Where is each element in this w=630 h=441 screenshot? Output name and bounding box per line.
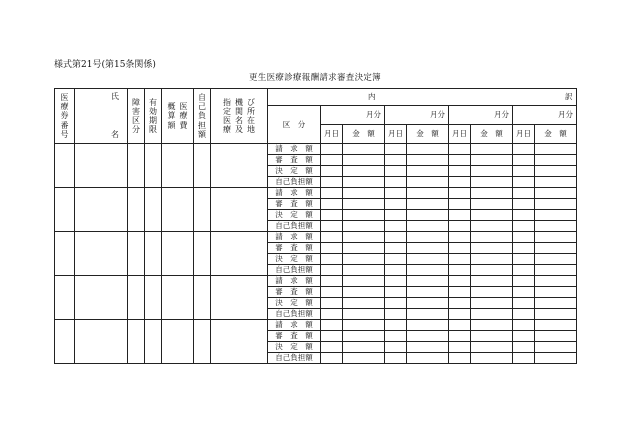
amount-cell[interactable] (471, 144, 513, 155)
amount-header: 金 額 (407, 125, 449, 144)
day-cell[interactable] (321, 265, 343, 276)
row-category-label: 決 定 額 (268, 166, 321, 177)
amount-cell[interactable] (407, 155, 449, 166)
day-cell[interactable] (385, 265, 407, 276)
row-category-label: 審 査 額 (268, 287, 321, 298)
amount-cell[interactable] (407, 144, 449, 155)
amount-cell[interactable] (407, 221, 449, 232)
entry-cell[interactable] (194, 188, 211, 232)
amount-cell[interactable] (471, 265, 513, 276)
day-cell[interactable] (513, 232, 535, 243)
amount-cell[interactable] (407, 243, 449, 254)
entry-cell[interactable] (194, 144, 211, 188)
amount-cell[interactable] (407, 320, 449, 331)
amount-cell[interactable] (407, 177, 449, 188)
day-cell[interactable] (513, 342, 535, 353)
day-header: 月日 (513, 125, 535, 144)
amount-cell[interactable] (407, 276, 449, 287)
entry-cell[interactable] (145, 276, 162, 320)
day-cell[interactable] (385, 309, 407, 320)
header-medical-estimate (162, 89, 194, 144)
row-category-label: 請 求 額 (268, 188, 321, 199)
day-cell[interactable] (513, 276, 535, 287)
amount-cell[interactable] (535, 298, 577, 309)
day-cell[interactable] (321, 298, 343, 309)
amount-cell[interactable] (343, 210, 385, 221)
day-cell[interactable] (449, 320, 471, 331)
amount-cell[interactable] (535, 221, 577, 232)
row-category-label: 自己負担額 (268, 221, 321, 232)
day-cell[interactable] (449, 243, 471, 254)
amount-cell[interactable] (343, 166, 385, 177)
disability-category-label: 障 害 区 分 (132, 97, 140, 135)
amount-cell[interactable] (471, 320, 513, 331)
row-category-label: 請 求 額 (268, 144, 321, 155)
form-number-label: 様式第21号(第15条関係) (54, 60, 156, 70)
day-cell[interactable] (449, 177, 471, 188)
day-cell[interactable] (385, 199, 407, 210)
day-cell[interactable] (385, 254, 407, 265)
entry-cell[interactable] (211, 188, 268, 232)
day-cell[interactable] (385, 221, 407, 232)
day-cell[interactable] (321, 155, 343, 166)
institution-label-column: 指 定 医 療 (223, 97, 231, 135)
day-cell[interactable] (385, 287, 407, 298)
header-disability-category (128, 89, 145, 144)
amount-cell[interactable] (535, 320, 577, 331)
month-header: 月分 (321, 106, 385, 125)
day-cell[interactable] (513, 309, 535, 320)
day-cell[interactable] (513, 265, 535, 276)
amount-cell[interactable] (343, 320, 385, 331)
row-category-label: 自己負担額 (268, 353, 321, 364)
row-category-label: 決 定 額 (268, 298, 321, 309)
amount-cell[interactable] (471, 276, 513, 287)
amount-cell[interactable] (535, 188, 577, 199)
day-cell[interactable] (449, 232, 471, 243)
amount-cell[interactable] (343, 342, 385, 353)
amount-cell[interactable] (407, 287, 449, 298)
entry-cell[interactable] (128, 320, 145, 364)
row-category-label: 請 求 額 (268, 276, 321, 287)
day-cell[interactable] (385, 177, 407, 188)
amount-cell[interactable] (535, 287, 577, 298)
amount-cell[interactable] (471, 177, 513, 188)
day-cell[interactable] (321, 144, 343, 155)
header-category: 区 分 (268, 106, 321, 144)
entry-cell[interactable] (145, 320, 162, 364)
entry-cell[interactable] (162, 276, 194, 320)
amount-cell[interactable] (535, 265, 577, 276)
day-cell[interactable] (449, 331, 471, 342)
amount-cell[interactable] (471, 155, 513, 166)
header-ticket-number (55, 89, 75, 144)
amount-cell[interactable] (471, 210, 513, 221)
entry-cell[interactable] (128, 144, 145, 188)
medical-estimate-label-right: 概 算 額 (167, 102, 176, 130)
ticket-number-label: 医 療 券 番 号 (60, 93, 69, 139)
day-cell[interactable] (513, 320, 535, 331)
amount-cell[interactable] (343, 254, 385, 265)
header-name: 氏 名 (75, 89, 128, 144)
row-category-label: 審 査 額 (268, 155, 321, 166)
amount-cell[interactable] (343, 243, 385, 254)
day-cell[interactable] (321, 309, 343, 320)
entry-cell[interactable] (211, 320, 268, 364)
entry-cell[interactable] (162, 232, 194, 276)
day-cell[interactable] (321, 221, 343, 232)
day-cell[interactable] (449, 287, 471, 298)
day-cell[interactable] (513, 331, 535, 342)
entry-cell[interactable] (162, 144, 194, 188)
amount-cell[interactable] (471, 243, 513, 254)
day-cell[interactable] (513, 144, 535, 155)
entry-cell[interactable] (145, 232, 162, 276)
day-cell[interactable] (385, 232, 407, 243)
entry-cell[interactable] (194, 276, 211, 320)
day-cell[interactable] (513, 298, 535, 309)
entry-cell[interactable] (145, 144, 162, 188)
amount-cell[interactable] (535, 276, 577, 287)
amount-cell[interactable] (535, 353, 577, 364)
entry-cell[interactable] (75, 188, 128, 232)
amount-cell[interactable] (471, 342, 513, 353)
amount-cell[interactable] (535, 254, 577, 265)
row-category-label: 審 査 額 (268, 243, 321, 254)
day-cell[interactable] (385, 298, 407, 309)
day-cell[interactable] (449, 265, 471, 276)
institution-label-column: び 所 在 地 (247, 97, 255, 135)
amount-cell[interactable] (471, 298, 513, 309)
day-cell[interactable] (449, 353, 471, 364)
day-cell[interactable] (385, 276, 407, 287)
day-cell[interactable] (321, 210, 343, 221)
amount-cell[interactable] (407, 254, 449, 265)
amount-cell[interactable] (471, 331, 513, 342)
day-cell[interactable] (321, 320, 343, 331)
day-cell[interactable] (321, 342, 343, 353)
row-category-label: 決 定 額 (268, 254, 321, 265)
amount-cell[interactable] (471, 254, 513, 265)
amount-cell[interactable] (407, 309, 449, 320)
table-row (55, 320, 577, 331)
day-cell[interactable] (449, 210, 471, 221)
amount-cell[interactable] (407, 166, 449, 177)
amount-cell[interactable] (343, 199, 385, 210)
day-cell[interactable] (385, 320, 407, 331)
day-cell[interactable] (449, 298, 471, 309)
entry-cell[interactable] (128, 232, 145, 276)
amount-cell[interactable] (535, 166, 577, 177)
table-row (55, 144, 577, 155)
entry-cell[interactable] (75, 232, 128, 276)
day-cell[interactable] (449, 166, 471, 177)
amount-cell[interactable] (535, 210, 577, 221)
entry-cell[interactable] (162, 188, 194, 232)
day-cell[interactable] (385, 243, 407, 254)
amount-cell[interactable] (535, 144, 577, 155)
institution-label-column: 機 関 名 及 (235, 97, 243, 135)
row-category-label: 審 査 額 (268, 199, 321, 210)
header-breakdown: 内 訳 (268, 89, 577, 106)
day-cell[interactable] (513, 287, 535, 298)
entry-cell[interactable] (55, 188, 75, 232)
amount-cell[interactable] (343, 265, 385, 276)
row-category-label: 自己負担額 (268, 309, 321, 320)
amount-cell[interactable] (535, 331, 577, 342)
amount-cell[interactable] (471, 353, 513, 364)
day-cell[interactable] (321, 166, 343, 177)
day-cell[interactable] (513, 243, 535, 254)
amount-cell[interactable] (407, 210, 449, 221)
amount-cell[interactable] (343, 309, 385, 320)
day-cell[interactable] (385, 155, 407, 166)
entry-cell[interactable] (55, 276, 75, 320)
row-category-label: 自己負担額 (268, 265, 321, 276)
amount-cell[interactable] (343, 188, 385, 199)
row-category-label: 決 定 額 (268, 210, 321, 221)
amount-cell[interactable] (471, 199, 513, 210)
row-category-label: 自己負担額 (268, 177, 321, 188)
entry-cell[interactable] (75, 320, 128, 364)
amount-cell[interactable] (343, 331, 385, 342)
amount-cell[interactable] (343, 298, 385, 309)
day-cell[interactable] (385, 188, 407, 199)
month-header: 月分 (449, 106, 513, 125)
day-cell[interactable] (449, 276, 471, 287)
day-cell[interactable] (321, 177, 343, 188)
day-header: 月日 (321, 125, 343, 144)
amount-header: 金 額 (535, 125, 577, 144)
day-cell[interactable] (449, 221, 471, 232)
entry-cell[interactable] (75, 144, 128, 188)
day-cell[interactable] (321, 287, 343, 298)
day-cell[interactable] (321, 199, 343, 210)
day-cell[interactable] (449, 254, 471, 265)
entry-cell[interactable] (128, 276, 145, 320)
entry-cell[interactable] (145, 188, 162, 232)
amount-cell[interactable] (535, 342, 577, 353)
day-cell[interactable] (449, 309, 471, 320)
amount-header: 金 額 (343, 125, 385, 144)
day-cell[interactable] (513, 155, 535, 166)
amount-cell[interactable] (343, 276, 385, 287)
amount-cell[interactable] (407, 331, 449, 342)
amount-cell[interactable] (343, 177, 385, 188)
amount-cell[interactable] (407, 353, 449, 364)
day-cell[interactable] (385, 353, 407, 364)
header-validity-period (145, 89, 162, 144)
day-cell[interactable] (449, 199, 471, 210)
day-cell[interactable] (449, 342, 471, 353)
day-header: 月日 (385, 125, 407, 144)
amount-cell[interactable] (535, 243, 577, 254)
amount-cell[interactable] (407, 298, 449, 309)
amount-cell[interactable] (471, 221, 513, 232)
amount-cell[interactable] (535, 309, 577, 320)
header-designated-institution (211, 89, 268, 144)
month-header: 月分 (513, 106, 577, 125)
amount-cell[interactable] (471, 287, 513, 298)
table-row (55, 276, 577, 287)
day-cell[interactable] (449, 144, 471, 155)
medical-estimate-label-left: 医 療 費 (179, 102, 188, 130)
amount-cell[interactable] (343, 353, 385, 364)
table-row (55, 232, 577, 243)
amount-cell[interactable] (407, 199, 449, 210)
amount-cell[interactable] (407, 188, 449, 199)
day-header: 月日 (449, 125, 471, 144)
amount-cell[interactable] (407, 265, 449, 276)
entry-cell[interactable] (162, 320, 194, 364)
entry-cell[interactable] (194, 320, 211, 364)
amount-cell[interactable] (535, 199, 577, 210)
row-category-label: 請 求 額 (268, 320, 321, 331)
self-pay-label: 自 己 負 担 額 (198, 93, 206, 139)
month-header: 月分 (385, 106, 449, 125)
table-row (55, 188, 577, 199)
day-cell[interactable] (321, 331, 343, 342)
day-cell[interactable] (513, 221, 535, 232)
row-category-label: 審 査 額 (268, 331, 321, 342)
row-category-label: 決 定 額 (268, 342, 321, 353)
amount-cell[interactable] (407, 232, 449, 243)
day-cell[interactable] (321, 254, 343, 265)
entry-cell[interactable] (211, 232, 268, 276)
amount-cell[interactable] (471, 232, 513, 243)
entry-cell[interactable] (211, 144, 268, 188)
entry-cell[interactable] (75, 276, 128, 320)
amount-cell[interactable] (471, 166, 513, 177)
amount-cell[interactable] (343, 221, 385, 232)
amount-cell[interactable] (535, 232, 577, 243)
day-cell[interactable] (513, 353, 535, 364)
day-cell[interactable] (385, 210, 407, 221)
amount-cell[interactable] (535, 177, 577, 188)
day-cell[interactable] (449, 188, 471, 199)
day-cell[interactable] (321, 243, 343, 254)
header-self-pay (194, 89, 211, 144)
day-cell[interactable] (321, 188, 343, 199)
day-cell[interactable] (513, 210, 535, 221)
amount-cell[interactable] (343, 144, 385, 155)
entry-cell[interactable] (211, 276, 268, 320)
entry-cell[interactable] (194, 232, 211, 276)
entry-cell[interactable] (55, 144, 75, 188)
entry-cell[interactable] (128, 188, 145, 232)
day-cell[interactable] (513, 199, 535, 210)
day-cell[interactable] (449, 155, 471, 166)
day-cell[interactable] (385, 144, 407, 155)
entry-cell[interactable] (55, 320, 75, 364)
amount-cell[interactable] (343, 155, 385, 166)
amount-cell[interactable] (535, 155, 577, 166)
amount-cell[interactable] (407, 342, 449, 353)
day-cell[interactable] (385, 166, 407, 177)
day-cell[interactable] (513, 166, 535, 177)
amount-header: 金 額 (471, 125, 513, 144)
ledger-table (54, 88, 577, 364)
day-cell[interactable] (321, 276, 343, 287)
day-cell[interactable] (385, 331, 407, 342)
day-cell[interactable] (513, 177, 535, 188)
day-cell[interactable] (321, 232, 343, 243)
amount-cell[interactable] (343, 287, 385, 298)
row-category-label: 請 求 額 (268, 232, 321, 243)
day-cell[interactable] (321, 353, 343, 364)
entry-cell[interactable] (55, 232, 75, 276)
amount-cell[interactable] (471, 309, 513, 320)
page-title: 更生医療診療報酬請求審査決定簿 (248, 73, 381, 83)
day-cell[interactable] (385, 342, 407, 353)
amount-cell[interactable] (471, 188, 513, 199)
amount-cell[interactable] (343, 232, 385, 243)
day-cell[interactable] (513, 188, 535, 199)
validity-period-label: 有 効 期 限 (149, 97, 157, 135)
day-cell[interactable] (513, 254, 535, 265)
